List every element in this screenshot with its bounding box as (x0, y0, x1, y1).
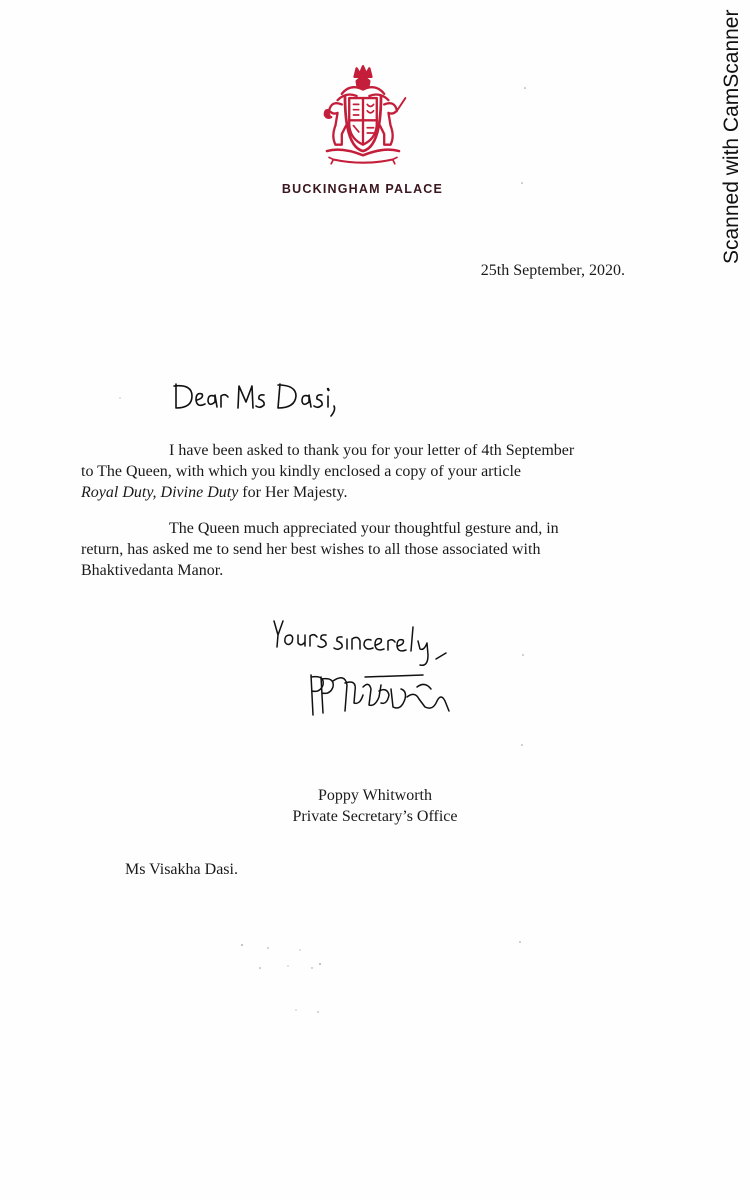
body-paragraph-2 (81, 518, 625, 581)
article-title: Royal Duty, Divine Duty (81, 484, 239, 501)
watermark-text: Scanned with CamScanner (720, 9, 743, 264)
paragraph-2-line-2: return, has asked me to send her best wishes to all those associated with (81, 541, 541, 558)
paragraph-2-line-3: Bhaktivedanta Manor. (81, 562, 224, 579)
paragraph-1-line-1: I have been asked to thank you for your letter of 4th September (169, 442, 575, 459)
paragraph-1-line-3 (81, 482, 625, 503)
handwritten-closing (270, 615, 455, 670)
paragraph-1-line-3-rest: for Her Majesty. (238, 484, 348, 501)
letterhead-title: BUCKINGHAM PALACE (281, 182, 444, 196)
signatory-title: Private Secretary’s Office (292, 808, 458, 825)
handwritten-signature (305, 667, 455, 725)
body-paragraph-1 (81, 440, 625, 503)
signatory-name: Poppy Whitworth (318, 787, 432, 804)
royal-coat-of-arms-icon (310, 62, 416, 168)
scanner-watermark (714, 0, 750, 270)
letter-date: 25th September, 2020. (480, 262, 625, 279)
paragraph-1-line-2: to The Queen, with which you kindly enclosed a copy of your article (81, 463, 522, 480)
handwritten-salutation (170, 372, 350, 422)
recipient-name: Ms Visakha Dasi. (125, 861, 238, 878)
signature-block (250, 785, 500, 827)
paragraph-2-line-1: The Queen much appreciated your thoughtful gesture and, in (169, 520, 559, 537)
